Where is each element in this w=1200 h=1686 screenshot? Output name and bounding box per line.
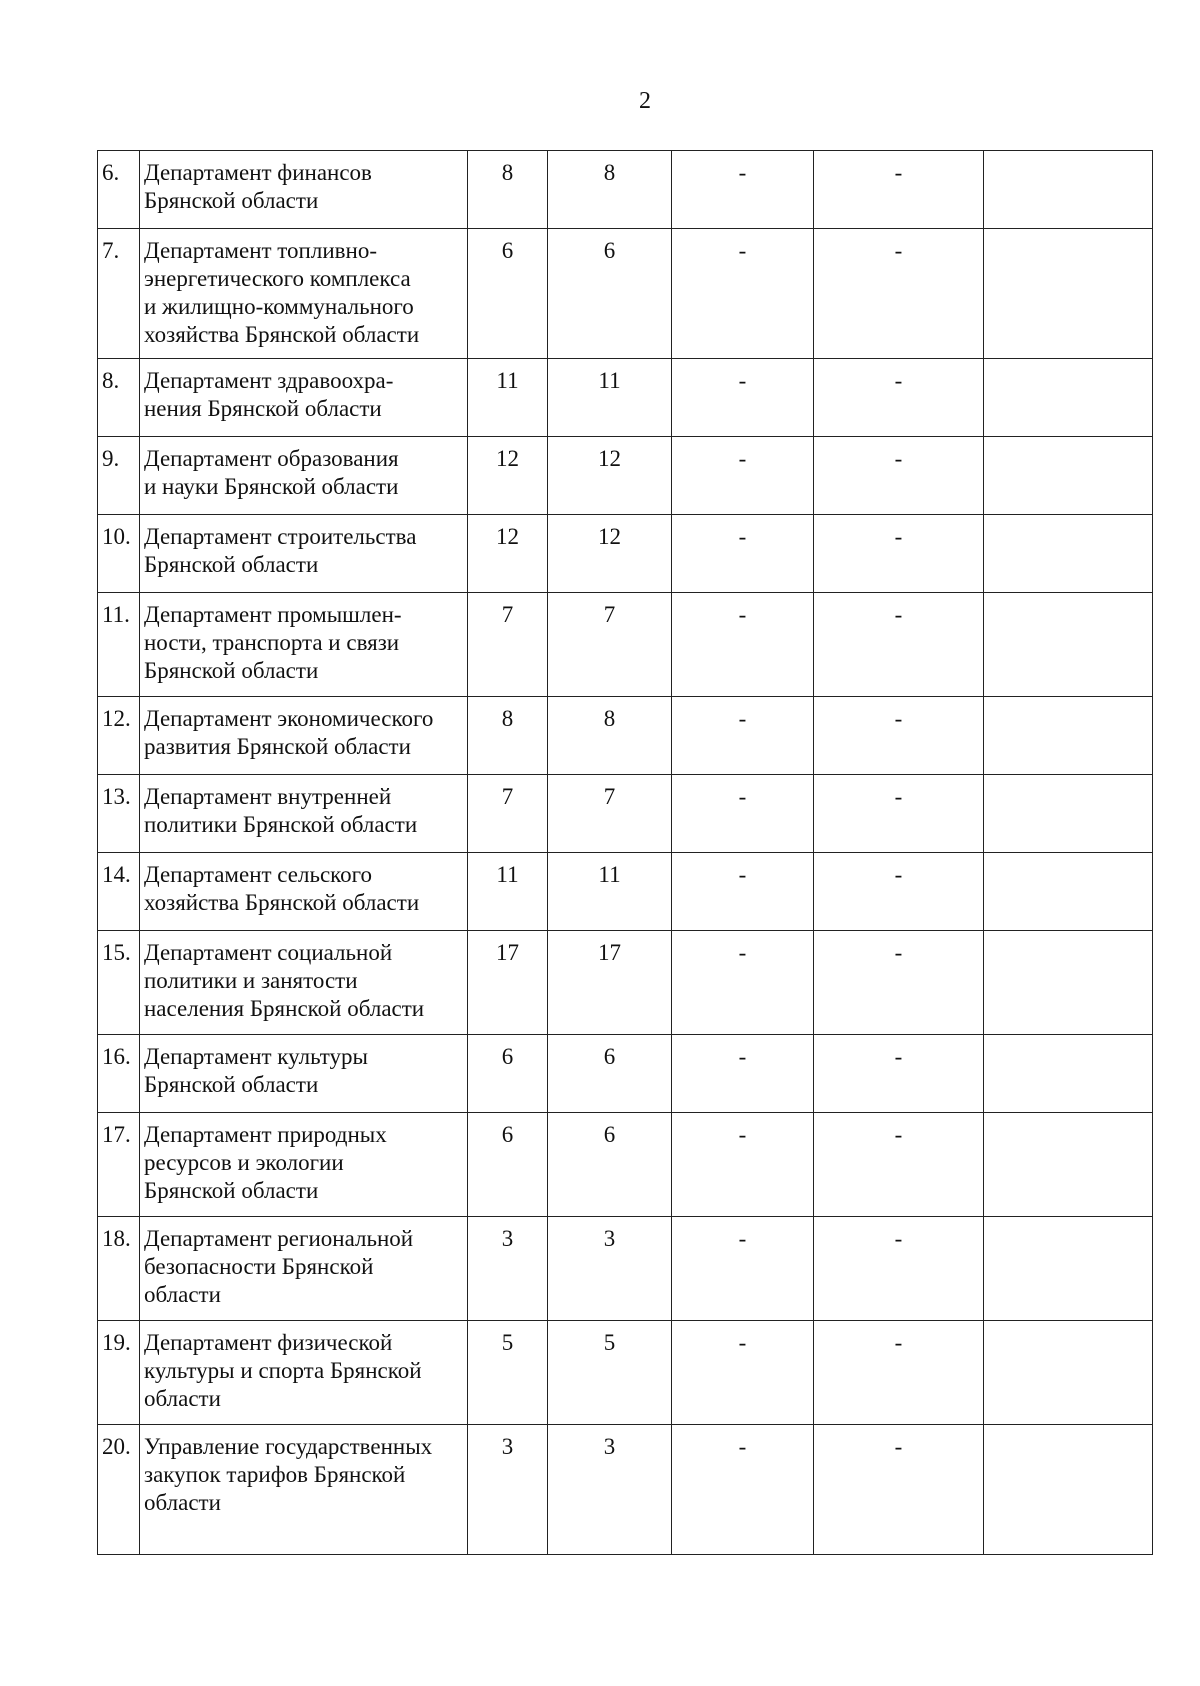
value-cell-3: -: [672, 151, 814, 229]
table-row: [98, 437, 1153, 515]
department-name-line: политики и занятости: [144, 968, 358, 993]
department-name-line: Департамент физической: [144, 1330, 393, 1355]
row-number: 18.: [98, 1217, 140, 1321]
department-name-line: политики Брянской области: [144, 812, 418, 837]
department-name-line: Департамент строительства: [144, 524, 417, 549]
value-cell-2: 11: [548, 359, 672, 437]
empty-cell: [984, 359, 1153, 437]
department-name-line: и науки Брянской области: [144, 474, 399, 499]
empty-cell: [984, 437, 1153, 515]
department-name-line: Управление государственных: [144, 1434, 433, 1459]
department-name: [140, 515, 468, 593]
table-row: [98, 853, 1153, 931]
value-cell-4: -: [814, 931, 984, 1035]
department-name-line: хозяйства Брянской области: [144, 890, 420, 915]
value-cell-1: 6: [468, 229, 548, 359]
department-name-line: Департамент образования: [144, 446, 399, 471]
value-cell-2: 5: [548, 1321, 672, 1425]
value-cell-2: 17: [548, 931, 672, 1035]
department-name: [140, 359, 468, 437]
value-cell-4: -: [814, 1217, 984, 1321]
value-cell-3: -: [672, 775, 814, 853]
department-name-line: ресурсов и экологии: [144, 1150, 344, 1175]
department-name-line: ности, транспорта и связи: [144, 630, 400, 655]
value-cell-3: -: [672, 437, 814, 515]
department-name-line: Департамент региональной: [144, 1226, 414, 1251]
department-name: [140, 853, 468, 931]
value-cell-2: 6: [548, 229, 672, 359]
empty-cell: [984, 853, 1153, 931]
row-number: 12.: [98, 697, 140, 775]
department-name: [140, 1035, 468, 1113]
department-name-line: Департамент финансов: [144, 160, 372, 185]
value-cell-4: -: [814, 697, 984, 775]
value-cell-1: 8: [468, 151, 548, 229]
row-number: 14.: [98, 853, 140, 931]
value-cell-1: 3: [468, 1217, 548, 1321]
row-number: 17.: [98, 1113, 140, 1217]
empty-cell: [984, 229, 1153, 359]
value-cell-2: 12: [548, 515, 672, 593]
department-name-line: Брянской области: [144, 552, 319, 577]
value-cell-2: 12: [548, 437, 672, 515]
row-number: 8.: [98, 359, 140, 437]
value-cell-3: -: [672, 931, 814, 1035]
value-cell-3: -: [672, 853, 814, 931]
department-name-line: Департамент социальной: [144, 940, 393, 965]
department-name-line: закупок тарифов Брянской: [144, 1462, 406, 1487]
value-cell-3: -: [672, 593, 814, 697]
table-row: [98, 229, 1153, 359]
row-number: 7.: [98, 229, 140, 359]
empty-cell: [984, 697, 1153, 775]
department-name-line: Департамент здравоохра-: [144, 368, 394, 393]
value-cell-1: 6: [468, 1113, 548, 1217]
row-number: 10.: [98, 515, 140, 593]
table-row: [98, 931, 1153, 1035]
department-name-line: Департамент экономического: [144, 706, 434, 731]
value-cell-2: 6: [548, 1035, 672, 1113]
department-name: [140, 229, 468, 359]
value-cell-4: -: [814, 359, 984, 437]
empty-cell: [984, 1113, 1153, 1217]
value-cell-2: 6: [548, 1113, 672, 1217]
value-cell-1: 17: [468, 931, 548, 1035]
value-cell-3: -: [672, 229, 814, 359]
value-cell-3: -: [672, 1321, 814, 1425]
department-name: [140, 1321, 468, 1425]
value-cell-3: -: [672, 697, 814, 775]
table-row: [98, 593, 1153, 697]
value-cell-2: 11: [548, 853, 672, 931]
table-row: [98, 515, 1153, 593]
table-row: [98, 151, 1153, 229]
row-number: 13.: [98, 775, 140, 853]
value-cell-1: 11: [468, 359, 548, 437]
empty-cell: [984, 1321, 1153, 1425]
table-row: [98, 359, 1153, 437]
department-name-line: безопасности Брянской: [144, 1254, 374, 1279]
department-name-line: Департамент топливно-: [144, 238, 377, 263]
empty-cell: [984, 1425, 1153, 1555]
department-name: [140, 593, 468, 697]
department-name: [140, 1113, 468, 1217]
value-cell-1: 7: [468, 593, 548, 697]
table-row: [98, 775, 1153, 853]
row-number: 11.: [98, 593, 140, 697]
department-name-line: Департамент внутренней: [144, 784, 392, 809]
value-cell-4: -: [814, 853, 984, 931]
value-cell-4: -: [814, 437, 984, 515]
department-name-line: культуры и спорта Брянской: [144, 1358, 422, 1383]
table-row: [98, 1113, 1153, 1217]
value-cell-3: -: [672, 515, 814, 593]
department-name-line: области: [144, 1386, 221, 1411]
value-cell-2: 3: [548, 1217, 672, 1321]
row-number: 15.: [98, 931, 140, 1035]
table-row: [98, 1321, 1153, 1425]
value-cell-3: -: [672, 1217, 814, 1321]
department-name-line: нения Брянской области: [144, 396, 382, 421]
row-number: 6.: [98, 151, 140, 229]
department-name-line: Департамент культуры: [144, 1044, 368, 1069]
value-cell-2: 7: [548, 775, 672, 853]
value-cell-4: -: [814, 1113, 984, 1217]
department-name-line: населения Брянской области: [144, 996, 425, 1021]
table-body: [98, 151, 1153, 1555]
department-name-line: Департамент природных: [144, 1122, 387, 1147]
value-cell-4: -: [814, 775, 984, 853]
value-cell-1: 12: [468, 515, 548, 593]
department-name-line: Брянской области: [144, 658, 319, 683]
value-cell-4: -: [814, 1035, 984, 1113]
department-name-line: Департамент промышлен-: [144, 602, 402, 627]
value-cell-1: 5: [468, 1321, 548, 1425]
value-cell-2: 8: [548, 697, 672, 775]
value-cell-2: 3: [548, 1425, 672, 1555]
departments-table: [97, 150, 1153, 1555]
department-name-line: Брянской области: [144, 1072, 319, 1097]
department-name-line: хозяйства Брянской области: [144, 322, 420, 347]
department-name-line: области: [144, 1490, 221, 1515]
value-cell-3: -: [672, 1113, 814, 1217]
value-cell-2: 8: [548, 151, 672, 229]
department-name-line: развития Брянской области: [144, 734, 411, 759]
value-cell-4: -: [814, 515, 984, 593]
value-cell-1: 12: [468, 437, 548, 515]
value-cell-4: -: [814, 1321, 984, 1425]
department-name: [140, 151, 468, 229]
empty-cell: [984, 515, 1153, 593]
department-name: [140, 1425, 468, 1555]
value-cell-3: -: [672, 1035, 814, 1113]
table-row: [98, 1035, 1153, 1113]
empty-cell: [984, 1035, 1153, 1113]
row-number: 9.: [98, 437, 140, 515]
value-cell-2: 7: [548, 593, 672, 697]
value-cell-1: 7: [468, 775, 548, 853]
table-row: [98, 1425, 1153, 1555]
empty-cell: [984, 151, 1153, 229]
empty-cell: [984, 1217, 1153, 1321]
value-cell-4: -: [814, 151, 984, 229]
department-name-line: Брянской области: [144, 188, 319, 213]
value-cell-1: 3: [468, 1425, 548, 1555]
value-cell-4: -: [814, 1425, 984, 1555]
value-cell-1: 8: [468, 697, 548, 775]
row-number: 16.: [98, 1035, 140, 1113]
department-name: [140, 1217, 468, 1321]
value-cell-1: 6: [468, 1035, 548, 1113]
department-name: [140, 931, 468, 1035]
row-number: 19.: [98, 1321, 140, 1425]
value-cell-4: -: [814, 229, 984, 359]
department-name-line: Брянской области: [144, 1178, 319, 1203]
value-cell-1: 11: [468, 853, 548, 931]
table-row: [98, 1217, 1153, 1321]
department-name: [140, 697, 468, 775]
department-name-line: энергетического комплекса: [144, 266, 411, 291]
empty-cell: [984, 593, 1153, 697]
table-row: [98, 697, 1153, 775]
value-cell-3: -: [672, 359, 814, 437]
row-number: 20.: [98, 1425, 140, 1555]
department-name-line: Департамент сельского: [144, 862, 373, 887]
department-name: [140, 437, 468, 515]
department-name-line: области: [144, 1282, 221, 1307]
value-cell-3: -: [672, 1425, 814, 1555]
value-cell-4: -: [814, 593, 984, 697]
department-name: [140, 775, 468, 853]
page-number: 2: [639, 88, 651, 114]
department-name-line: и жилищно-коммунального: [144, 294, 414, 319]
empty-cell: [984, 775, 1153, 853]
empty-cell: [984, 931, 1153, 1035]
